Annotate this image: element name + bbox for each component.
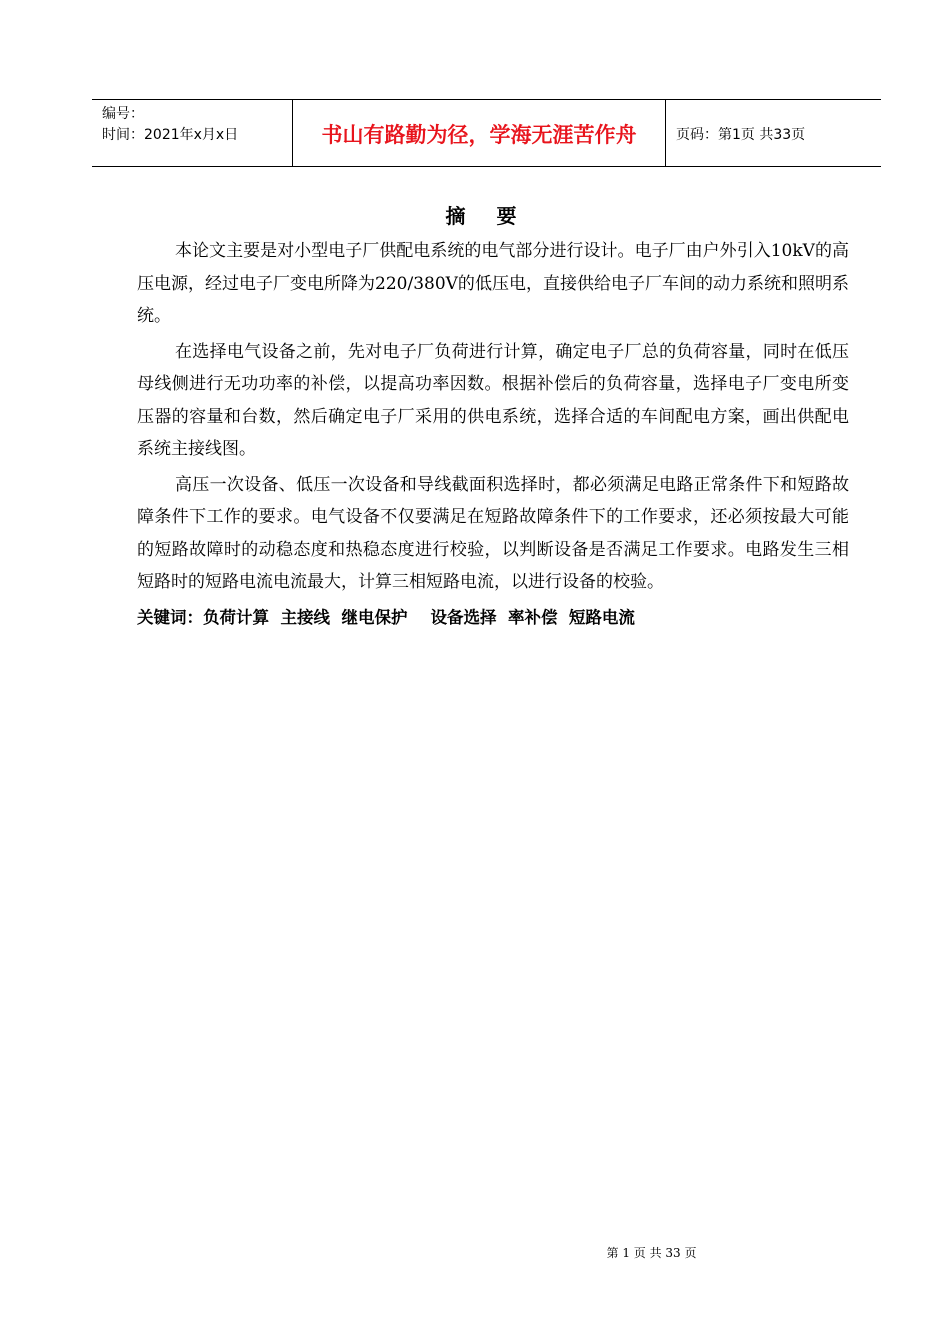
document-header <box>92 99 881 167</box>
header-page-cell <box>666 100 881 166</box>
header-motto-cell <box>293 100 666 166</box>
abstract-paragraph-2: 在选择电气设备之前，先对电子厂负荷进行计算，确定电子厂总的负荷容量，同时在低压母线侧进行无功功率的补偿，以提高功率因数。根据补偿后的负荷容量，选择电子厂变电所变压器的容量和台数，然后确定电子厂采用的供电系统，选择合适的车间配电方案，画出供配电系统主接线图。 <box>137 341 849 459</box>
header-meta-cell <box>92 100 293 166</box>
document-number-label: 编号： <box>102 106 144 122</box>
keywords-line: 关键词：负荷计算 主接线 继电保护 设备选择 率补偿 短路电流 <box>137 607 635 627</box>
abstract-paragraph-1: 本论文主要是对小型电子厂供配电系统的电气部分进行设计。电子厂由户外引入10kV的高压电源，经过电子厂变电所降为220/380V的低压电，直接供给电子厂车间的动力系统和照明系统。 <box>137 241 849 326</box>
header-motto: 书山有路勤为径，学海无涯苦作舟 <box>321 123 637 147</box>
page-footer: 第 1 页 共 33 页 <box>606 1246 697 1260</box>
abstract-body <box>137 235 849 634</box>
abstract-title: 摘 要 <box>445 204 529 228</box>
header-page-info: 页码：第1页 共33页 <box>676 127 806 143</box>
abstract-paragraph-3: 高压一次设备、低压一次设备和导线截面积选择时，都必须满足电路正常条件下和短路故障条件下工作的要求。电气设备不仅要满足在短路故障条件下的工作要求，还必须按最大可能的短路故障时的动稳态度和热稳态度进行校验，以判断设备是否满足工作要求。电路发生三相短路时的短路电流电流最大，计算三相短路电流，以进行设备的校验。 <box>137 474 849 592</box>
document-date: 时间：2021年x月x日 <box>102 127 239 143</box>
